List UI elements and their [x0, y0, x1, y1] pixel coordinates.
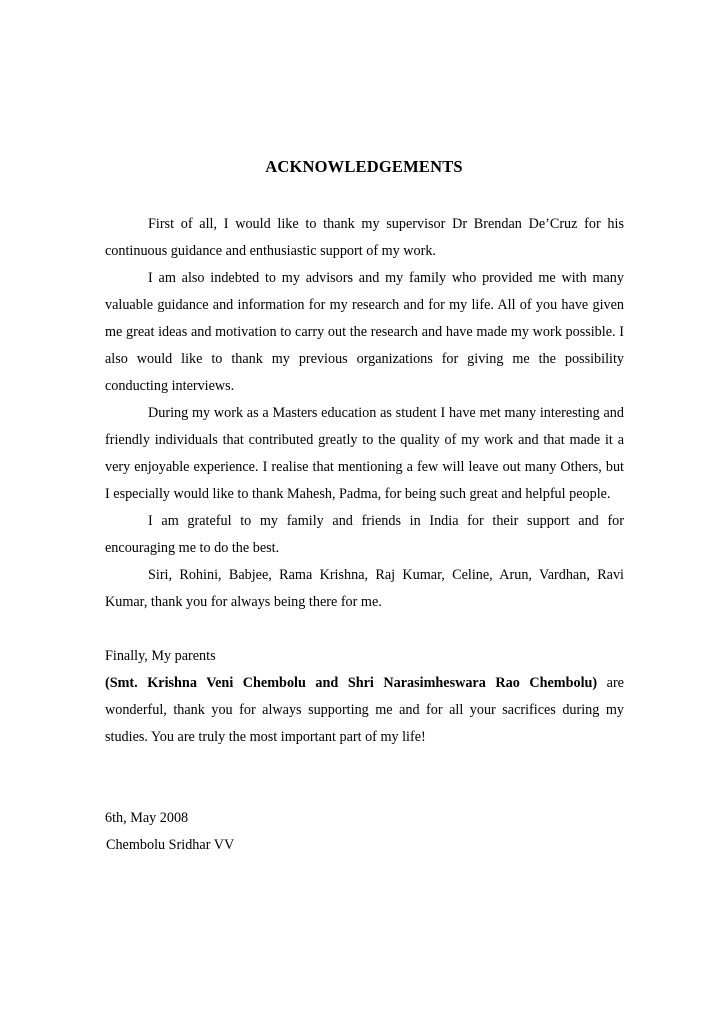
paragraph-parents — [105, 670, 624, 751]
finally-line: Finally, My parents — [105, 648, 216, 664]
signature-line: Chembolu Sridhar VV — [106, 837, 235, 853]
date-line: 6th, May 2008 — [105, 810, 189, 826]
paragraph-masters: During my work as a Masters education as student I have met many interesting and friendly individuals that contributed greatly to the quality of my work and that made it a very enjoyable experience. I realise that mentioning a few will leave out many Others, but I especially would like to thank Mahesh, Padma, for being such great and helpful people. — [105, 405, 624, 502]
paragraph-advisors: I am also indebted to my advisors and my family who provided me with many valuable guidance and information for my research and for my life. All of you have given me great ideas and motivation to carry out the research and have made my work possible. I also would like to thank my previous organizations for giving me the possibility conducting interviews. — [105, 270, 624, 394]
parents-rest: are wonderful, thank you for always supporting me and for all your sacrifices during my studies. You are truly the most important part of my life! — [105, 675, 624, 745]
paragraph-friends: Siri, Rohini, Babjee, Rama Krishna, Raj Kumar, Celine, Arun, Vardhan, Ravi Kumar, thank you for always being there for me. — [105, 567, 624, 610]
paragraph-supervisor: First of all, I would like to thank my supervisor Dr Brendan De’Cruz for his continuous guidance and enthusiastic support of my work. — [105, 216, 624, 259]
document-body — [105, 211, 624, 859]
blank-gap — [105, 751, 624, 805]
paragraph-family: I am grateful to my family and friends in India for their support and for encouraging me to do the best. — [105, 513, 624, 556]
blank-line — [105, 616, 624, 643]
page-title: ACKNOWLEDGEMENTS — [265, 157, 463, 176]
parents-names: (Smt. Krishna Veni Chembolu and Shri Narasimheswara Rao Chembolu) — [105, 675, 598, 691]
